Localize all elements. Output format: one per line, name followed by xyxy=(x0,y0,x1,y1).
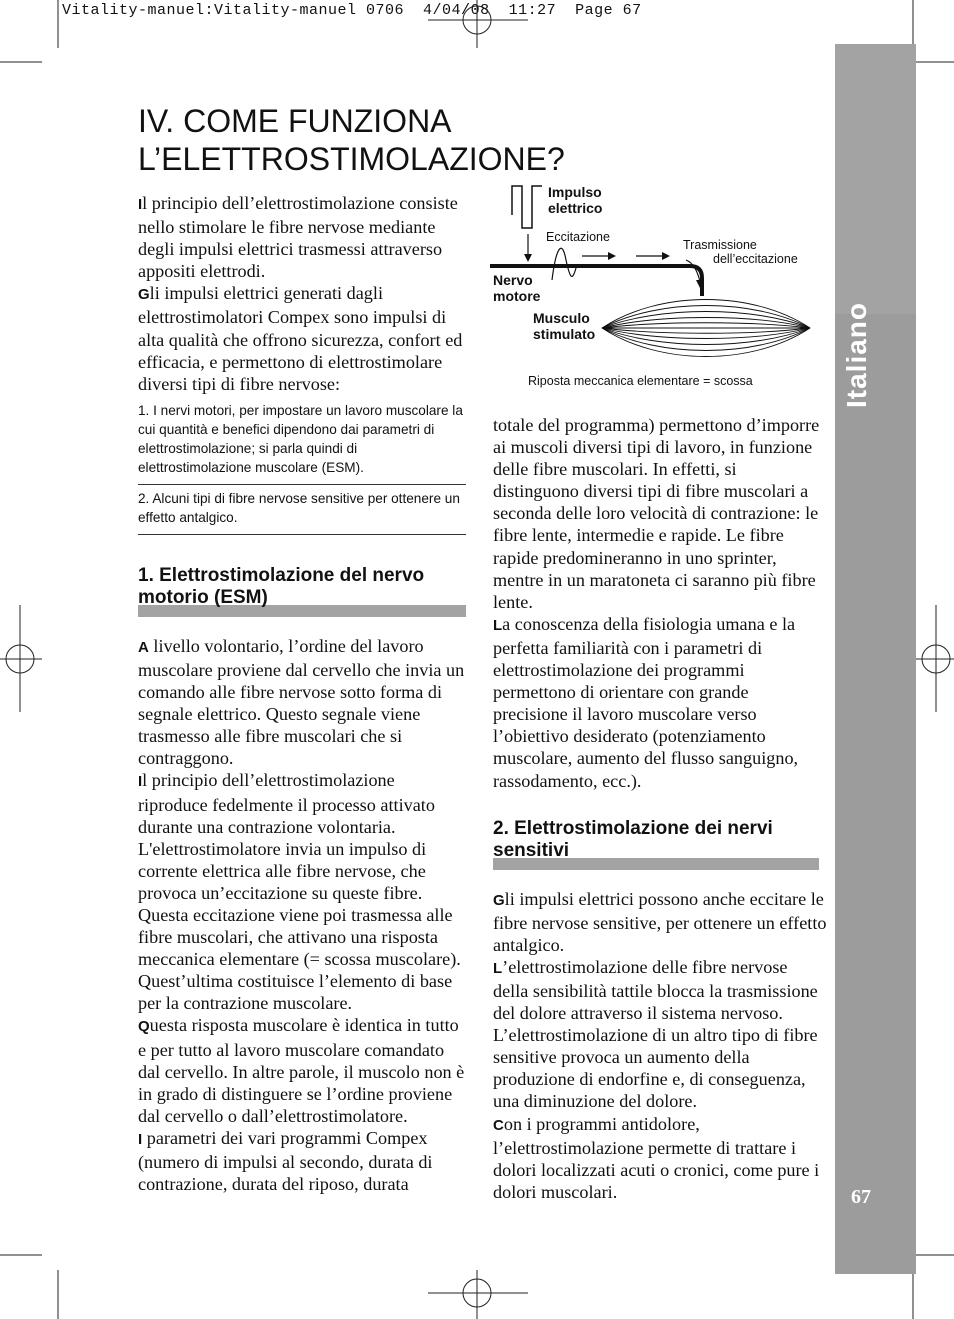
notes-list xyxy=(138,401,466,535)
section-1-continued-paragraph: La conoscenza della fisiologia umana e la perfetta familiarità con i parametri di elettrostimolazione dei programmi permettono di orientare con grande precisione il lavoro muscolare verso l’obiettivo desiderato (potenziamento muscolare, aumento del flusso sanguigno, rassodamento, ecc.). xyxy=(493,613,799,791)
language-side-tab xyxy=(835,44,916,1274)
intro-paragraph-1: Il principio dell’elettrostimolazione consiste nello stimolare le fibre nervose mediante degli impulsi elettrici trasmessi attraverso appositi elettrodi. xyxy=(138,193,458,282)
language-label: Italiano xyxy=(841,302,872,409)
page-title xyxy=(138,102,658,178)
section-1-heading: 1. Elettrostimolazione del nervo motorio (ESM) xyxy=(138,565,466,609)
transmission-label-1: Trasmissione xyxy=(683,238,757,252)
left-column xyxy=(138,192,466,1195)
diagram-drawing xyxy=(490,178,830,400)
title-line-2: L’ELETTROSTIMOLAZIONE? xyxy=(138,141,565,177)
note-2: 2. Alcuni tipi di fibre nervose sensitive per ottenere un effetto antalgico. xyxy=(138,490,460,525)
nerve-label-1: Nervo xyxy=(493,272,533,288)
muscle-label-2: stimulato xyxy=(533,326,596,342)
transmission-label-2: dell’eccitazione xyxy=(713,252,798,266)
section-1-paragraph: A livello volontario, l’ordine del lavoro muscolare proviene dal cervello che invia un comando alle fibre nervose sotto forma di segnale elettrico. Questo segnale viene trasmesso alle fibre muscolari che si contraggono. xyxy=(138,635,465,769)
print-slug: Vitality-manuel:Vitality-manuel 0706 4/04/08 11:27 Page 67 xyxy=(62,2,642,19)
impulse-label-2: elettrico xyxy=(548,200,603,216)
motor-nerve-diagram xyxy=(490,178,830,400)
note-divider xyxy=(138,534,466,535)
section-1-paragraph: Questa risposta muscolare è identica in tutto e per tutto al lavoro muscolare comandato dal cervello. In altre parole, il muscolo non è in grado di distinguere se l’ordine proviene dal cervello o dall’elettrostimolatore. xyxy=(138,1015,465,1126)
section-2-paragraph: Gli impulsi elettrici possono anche eccitare le fibre nervose sensitive, per ottenere un effetto antalgico. xyxy=(493,888,827,955)
section-1-continued-paragraph: totale del programma) permettono d’imporre ai muscoli diversi tipi di lavoro, in funzione delle fibre muscolari. In effetti, si distinguono diversi tipi di fibre muscolari a seconda delle loro velocità di contrazione: le fibre lente, intermedie e rapide. Le fibre rapide predomineranno in uno sprinter, mentre in un maratoneta ci saranno più fibre lente. xyxy=(493,415,820,612)
section-1-paragraph: I parametri dei vari programmi Compex (numero di impulsi al secondo, durata di contrazione, durata del riposo, durata xyxy=(138,1127,433,1195)
section-1-paragraph: Il principio dell’elettrostimolazione riproduce fedelmente il processo attivato durante una contrazione volontaria. L'elettrostimolatore invia un impulso di corrente elettrica alle fibre nervose, che provoca un’eccitazione su queste fibre. Questa eccitazione viene poi trasmessa alle fibre muscolari, che attivano una risposta meccanica elementare (= scossa muscolare). Quest’ultima costituisce l’elemento di base per la contrazione muscolare. xyxy=(138,770,461,1014)
excitation-label: Eccitazione xyxy=(546,230,610,244)
section-2-heading: 2. Elettrostimolazione dei nervi sensitivi xyxy=(493,818,819,862)
section-2-paragraph: Con i programmi antidolore, l’elettrostimolazione permette di trattare i dolori localizzati acuti o cronici, come pure i dolori muscolari. xyxy=(493,1113,820,1202)
note-1: 1. I nervi motori, per impostare un lavoro muscolare la cui quantità e benefici dipendono dai parametri di elettrostimolazione; si parla quindi di elettrostimolazione muscolare (ESM). xyxy=(138,402,463,475)
intro-paragraph-2: Gli impulsi elettrici generati dagli elettrostimolatori Compex sono impulsi di alta qualità che offrono sicurezza, confort ed efficacia, e permettono di elettrostimolare diversi tipi di fibre nervose: xyxy=(138,283,463,394)
note-divider xyxy=(138,484,466,485)
nerve-label-2: motore xyxy=(493,288,541,304)
title-line-1: IV. COME FUNZIONA xyxy=(138,103,452,139)
page-number: 67 xyxy=(851,1186,871,1208)
section-2-paragraph: L’elettrostimolazione delle fibre nervose della sensibilità tattile blocca la trasmissione del dolore attraverso il sistema nervoso. L’elettrostimolazione di un altro tipo di fibre sensitive provoca un aumento della produzione di endorfine e, di conseguenza, una diminuzione del dolore. xyxy=(493,956,818,1112)
impulse-label-1: Impulso xyxy=(548,184,602,200)
right-column xyxy=(493,414,827,1203)
diagram-caption: Riposta meccanica elementare = scossa xyxy=(528,374,753,388)
muscle-label-1: Musculo xyxy=(533,310,590,326)
